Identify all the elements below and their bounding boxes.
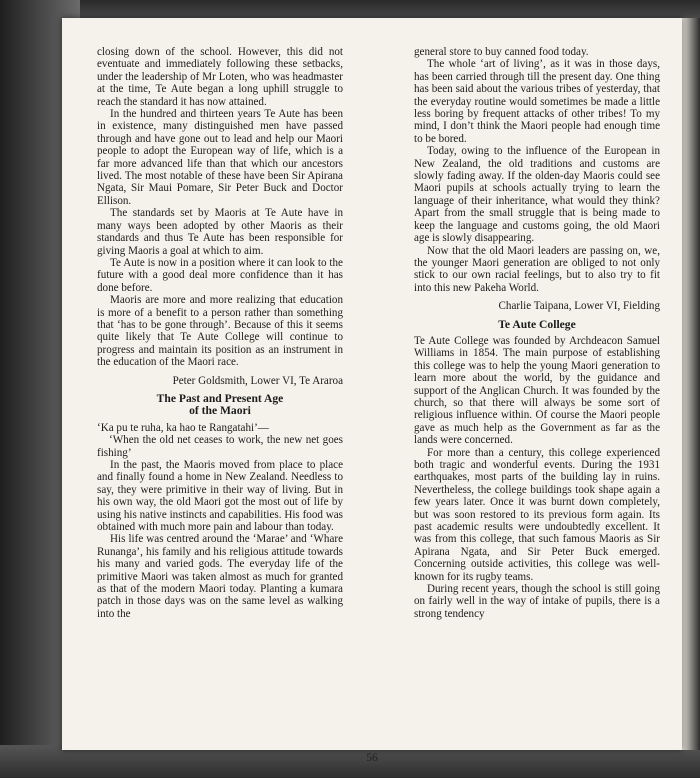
paragraph: In the hundred and thirteen years Te Aute has been in existence, many distinguished men have passed through and have gone out to lead and help our Maori people to adopt the European way of life, which is a far more advanced life than that which our ancestors lived. The most notable of these have been Sir Apirana Ngata, Sir Maui Pomare, Sir Peter Buck and Doctor Ellison. [97,108,343,207]
paragraph: Now that the old Maori leaders are passing on, we, the younger Maori generation are obliged to not only stick to our own racial feelings, but to also try to fit into this new Pakeha World. [414,244,660,294]
article-title-line: The Past and Present Age [156,391,284,405]
paragraph: Te Aute College was founded by Archdeacon Samuel Williams in 1854. The main purpose of establishing this college was to help the young Maori generation to learn more about the world, by the guidance and support of the Anglican Church. It was founded by the church, so that there will always be some sort of religious influence within. Of course the Maori people gave as much help as the Government as far as the lands were concerned. [414,334,660,447]
paragraph: Te Aute is now in a position where it can look to the future with a good deal more confidence than it has done before. [97,256,343,294]
article-title: Te Aute College [498,317,576,331]
left-column [97,46,343,620]
paragraph: The whole ‘art of living’, as it was in those days, has been carried through till the present day. One thing has been said about the various tribes of yesterday, that the everyday routine would sometimes be made a little less boring by frequent attacks of other tribes! To my mind, I don’t think the Maori people had enough time to be bored. [414,58,660,145]
paragraph: During recent years, though the school is still going on fairly well in the way of intake of pupils, there is a strong tendency [414,583,660,620]
page-edge-right [682,18,700,750]
page-number: 56 [366,752,378,764]
paragraph: Today, owing to the influence of the European in New Zealand, the old traditions and customs are slowly fading away. If the olden-day Maoris could see Maori pupils at schools actually trying to learn the language of their inheritance, what would they think? Apart from the small struggle that is being made to keep the language and customs going, the old Maori age is slowly disappearing. [414,145,660,245]
article-title-line: of the Maori [189,404,251,418]
maori-proverb: ‘Ka pu te ruha, ka hao te Rangatahi’— [97,421,269,434]
author-signature: Charlie Taipana, Lower VI, Fielding [498,300,660,313]
paragraph: Maoris are more and more realizing that education is more of a benefit to a person rather than something that ‘has to be gone through’. Because of this it seems quite likely that Te Aute College will continue to progress and maintain its position as an instrument in the education of the Maori race. [97,294,343,369]
author-signature: Peter Goldsmith, Lower VI, Te Araroa [172,374,343,387]
paragraph: general store to buy canned food today. [414,46,589,58]
right-column [414,46,660,620]
proverb-translation: ‘When the old net ceases to work, the new net goes fishing’ [97,434,343,459]
paragraph: For more than a century, this college experienced both tragic and wonderful events. During the 1931 earthquakes, most parts of the building lay in ruins. Nevertheless, the college buildings took shape again a few years later. Once it was burnt down completely, but was soon restored to its previous form again. Its past academic results were undoubtedly excellent. It was from this college, that such famous Maoris as Sir Apirana Ngata, and Sir Peter Buck emerged. Concerning outside activities, this college was well-known for its rugby teams. [414,446,660,583]
paragraph: The standards set by Maoris at Te Aute have in many ways been adopted by other Maoris as their standards and thus Te Aute has been responsible for giving Maoris a goal at which to aim. [97,207,343,257]
article-title [97,393,343,418]
paragraph: His life was centred around the ‘Marae’ and ‘Whare Runanga’, his family and his religious attitude towards his many and varied gods. The everyday life of the primitive Maori was taken almost as much for granted as that of the modern Maori today. Planting a kumara patch in those days was on the same level as walking into the [97,533,343,620]
paragraph: closing down of the school. However, this did not eventuate and immediately following these setbacks, under the leadership of Mr Loten, who was headmaster at the time, Te Aute began a long uphill struggle to reach the standard it has now attained. [97,46,343,108]
paragraph: In the past, the Maoris moved from place to place and finally found a home in New Zealand. Needless to say, they were primitive in their way of living. But in his own way, the old Maori got the most out of life by using his native instincts and capabilities. His food was obtained with much more pain and labour than today. [97,459,343,534]
